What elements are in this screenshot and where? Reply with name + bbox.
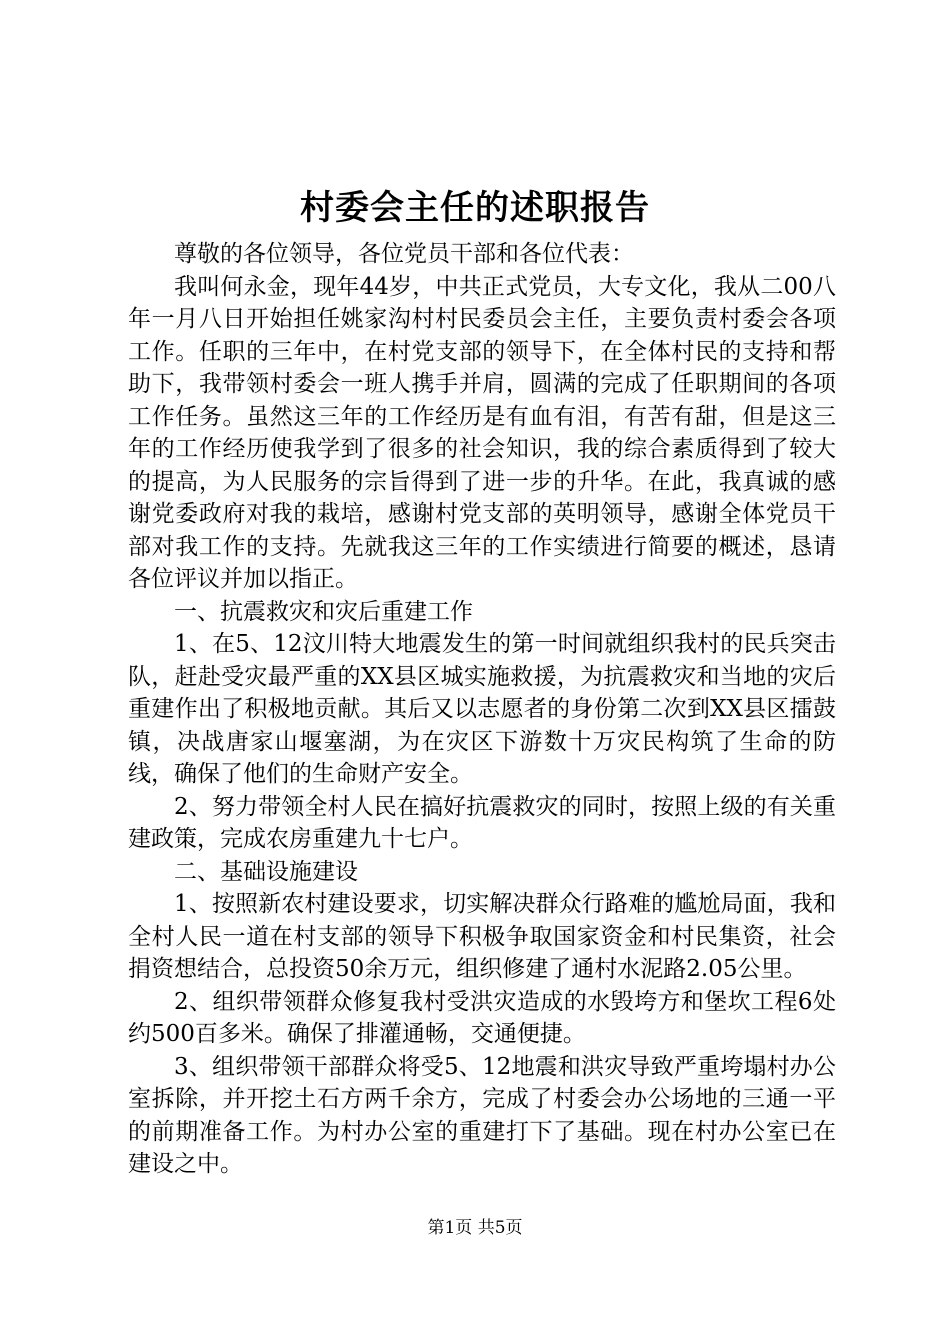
- document-body: [128, 238, 836, 1181]
- paragraph-relief-item-1: 1、在5、12汶川特大地震发生的第一时间就组织我村的民兵突击队，赶赴受灾最严重的XX县区城实施救援，为抗震救灾和当地的灾后重建作出了积极地贡献。其后又以志愿者的身份第二次到XX县区擂鼓镇，决战唐家山堰塞湖，为在灾区下游数十万灾民构筑了生命的防线，确保了他们的生命财产安全。: [128, 631, 836, 787]
- page-number-footer: 第1页 共5页: [427, 1218, 523, 1238]
- section-heading-infrastructure: 二、基础设施建设: [174, 858, 358, 885]
- document-title: 村委会主任的述职报告: [300, 188, 650, 228]
- paragraph-relief-item-2: 2、努力带领全村人民在搞好抗震救灾的同时，按照上级的有关重建政策，完成农房重建九十七户。: [128, 793, 836, 852]
- section-heading-earthquake-relief: 一、抗震救灾和灾后重建工作: [174, 598, 473, 625]
- paragraph-infrastructure-item-2: 2、组织带领群众修复我村受洪灾造成的水毁垮方和堡坎工程6处约500百多米。确保了排灌通畅，交通便捷。: [128, 988, 836, 1047]
- paragraph-salutation: 尊敬的各位领导，各位党员干部和各位代表：: [174, 241, 634, 267]
- paragraph-introduction: 我叫何永金，现年44岁，中共正式党员，大专文化，我从二00八年一月八日开始担任姚家沟村村民委员会主任，主要负责村委会各项工作。任职的三年中，在村党支部的领导下，在全体村民的支持和帮助下，我带领村委会一班人携手并肩，圆满的完成了任职期间的各项工作任务。虽然这三年的工作经历是有血有泪，有苦有甜，但是这三年的工作经历使我学到了很多的社会知识，我的综合素质得到了较大的提高，为人民服务的宗旨得到了进一步的升华。在此，我真诚的感谢党委政府对我的栽培，感谢村党支部的英明领导，感谢全体党员干部对我工作的支持。先就我这三年的工作实绩进行简要的概述，恳请各位评议并加以指正。: [128, 273, 836, 592]
- paragraph-infrastructure-item-1: 1、按照新农村建设要求，切实解决群众行路难的尴尬局面，我和全村人民一道在村支部的领导下积极争取国家资金和村民集资，社会捐资想结合，总投资50余万元，组织修建了通村水泥路2.05公里。: [128, 891, 836, 982]
- paragraph-infrastructure-item-3: 3、组织带领干部群众将受5、12地震和洪灾导致严重垮塌村办公室拆除，并开挖土石方两千余方，完成了村委会办公场地的三通一平的前期准备工作。为村办公室的重建打下了基础。现在村办公室已在建设之中。: [128, 1053, 836, 1177]
